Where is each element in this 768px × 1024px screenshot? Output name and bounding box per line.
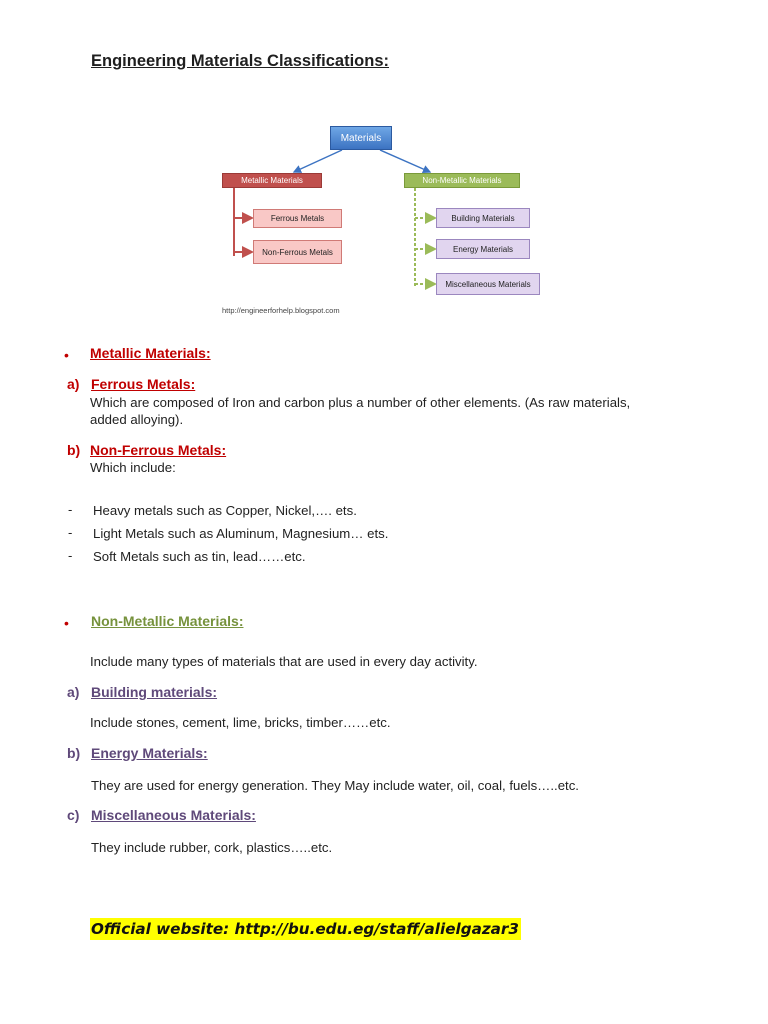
diagram-source-url: http://engineerforhelp.blogspot.com <box>222 306 340 315</box>
ferrous-description-line1: Which are composed of Iron and carbon plus a number of other elements. (As raw materials, <box>90 395 631 410</box>
energy-description: They are used for energy generation. They May include water, oil, coal, fuels…..etc. <box>91 778 579 793</box>
subheading-non-ferrous: Non-Ferrous Metals: <box>90 442 227 458</box>
connector-root-metallic <box>294 150 342 172</box>
list-dash: - <box>68 502 73 517</box>
marker-ferrous: a) <box>67 376 80 392</box>
subheading-energy: Energy Materials: <box>91 745 208 761</box>
marker-building: a) <box>67 684 80 700</box>
classification-diagram <box>212 118 552 318</box>
diagram-node-non-ferrous: Non-Ferrous Metals <box>253 240 342 264</box>
diagram-node-ferrous: Ferrous Metals <box>253 209 342 228</box>
section-heading-non-metallic: Non-Metallic Materials: <box>91 613 244 629</box>
official-website-link[interactable]: Official website: http://bu.edu.eg/staff/alielgazar3 <box>91 920 519 938</box>
diagram-node-misc: Miscellaneous Materials <box>436 273 540 295</box>
subheading-misc: Miscellaneous Materials: <box>91 807 256 823</box>
diagram-node-metallic: Metallic Materials <box>222 173 322 188</box>
subheading-building: Building materials: <box>91 684 218 700</box>
building-description: Include stones, cement, lime, bricks, timber……etc. <box>90 715 391 730</box>
non-ferrous-intro: Which include: <box>90 460 176 475</box>
marker-non-ferrous: b) <box>67 442 81 458</box>
list-item: Heavy metals such as Copper, Nickel,…. ets. <box>93 503 357 518</box>
bullet-metallic: • <box>64 347 69 363</box>
section-heading-metallic: Metallic Materials: <box>90 345 211 361</box>
diagram-node-non-metallic: Non-Metallic Materials <box>404 173 520 188</box>
list-item: Soft Metals such as tin, lead……etc. <box>93 549 306 564</box>
misc-description: They include rubber, cork, plastics…..etc. <box>91 840 333 855</box>
list-dash: - <box>68 525 73 540</box>
non-metallic-intro: Include many types of materials that are used in every day activity. <box>90 654 478 669</box>
list-item: Light Metals such as Aluminum, Magnesium… ets. <box>93 526 389 541</box>
list-dash: - <box>68 548 73 563</box>
diagram-node-materials: Materials <box>330 126 392 150</box>
subheading-ferrous: Ferrous Metals: <box>91 376 196 392</box>
diagram-node-energy: Energy Materials <box>436 239 530 259</box>
marker-energy: b) <box>67 745 81 761</box>
ferrous-description-line2: added alloying). <box>90 412 184 427</box>
connector-root-nonmetallic <box>380 150 430 172</box>
marker-misc: c) <box>67 807 80 823</box>
bullet-non-metallic: • <box>64 615 69 631</box>
page-title: Engineering Materials Classifications: <box>91 52 389 70</box>
diagram-node-building: Building Materials <box>436 208 530 228</box>
